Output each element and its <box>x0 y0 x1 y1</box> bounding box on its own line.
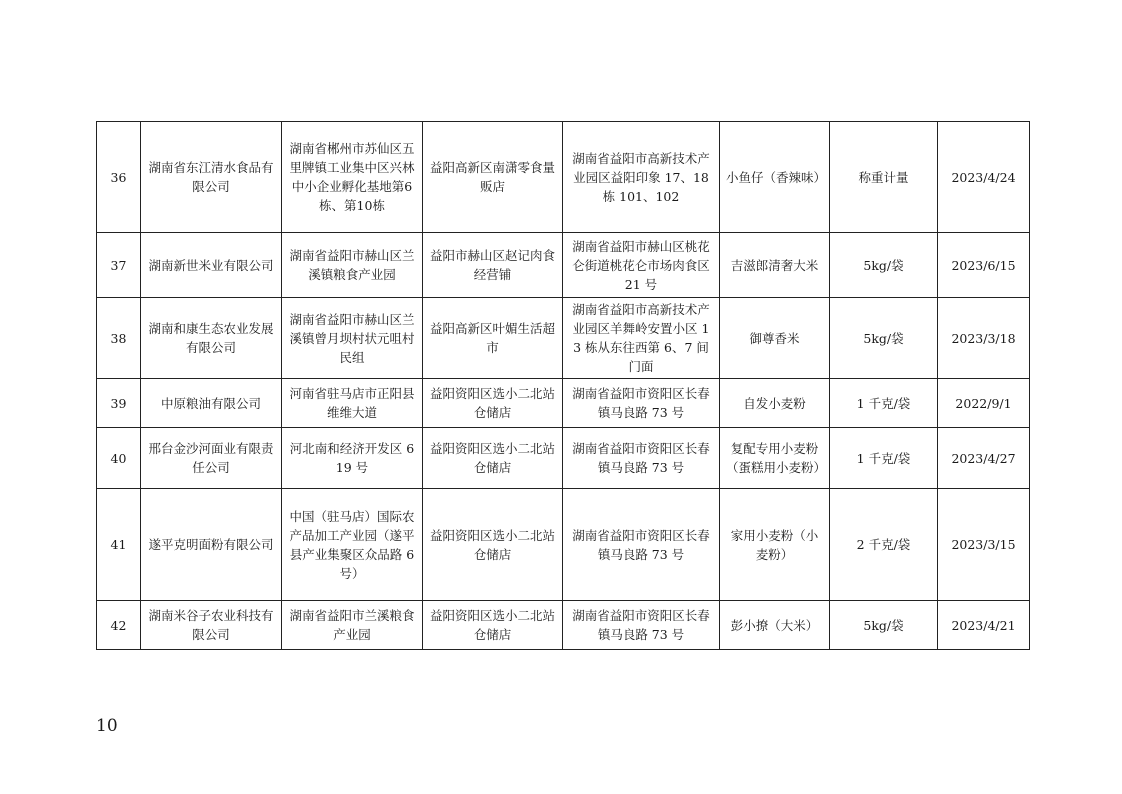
producer-address: 湖南省益阳市赫山区兰溪镇曾月坝村状元咀村民组 <box>282 298 423 379</box>
product-spec: 1 千克/袋 <box>830 379 938 428</box>
producer-name: 湖南米谷子农业科技有限公司 <box>141 601 282 650</box>
row-number: 41 <box>97 489 141 601</box>
table-row <box>97 379 1030 428</box>
table-row <box>97 233 1030 298</box>
product-name: 吉滋郎清奢大米 <box>720 233 830 298</box>
seller-name: 益阳资阳区选小二北站仓储店 <box>423 428 563 489</box>
producer-name: 湖南省东江清水食品有限公司 <box>141 122 282 233</box>
product-spec: 2 千克/袋 <box>830 489 938 601</box>
table-row <box>97 489 1030 601</box>
product-name: 家用小麦粉（小麦粉） <box>720 489 830 601</box>
product-name: 御尊香米 <box>720 298 830 379</box>
producer-address: 湖南省郴州市苏仙区五里牌镇工业集中区兴林中小企业孵化基地第6栋、第10栋 <box>282 122 423 233</box>
product-spec: 5kg/袋 <box>830 298 938 379</box>
product-name: 复配专用小麦粉（蛋糕用小麦粉） <box>720 428 830 489</box>
row-number: 37 <box>97 233 141 298</box>
production-date: 2023/4/27 <box>938 428 1030 489</box>
seller-address: 湖南省益阳市资阳区长春镇马良路 73 号 <box>563 379 720 428</box>
producer-name: 中原粮油有限公司 <box>141 379 282 428</box>
production-date: 2023/4/24 <box>938 122 1030 233</box>
product-name: 彭小撩（大米） <box>720 601 830 650</box>
records-table <box>96 121 1030 650</box>
product-spec: 称重计量 <box>830 122 938 233</box>
page-number: 10 <box>96 716 118 736</box>
producer-address: 湖南省益阳市兰溪粮食产业园 <box>282 601 423 650</box>
row-number: 36 <box>97 122 141 233</box>
production-date: 2023/6/15 <box>938 233 1030 298</box>
product-spec: 5kg/袋 <box>830 601 938 650</box>
producer-name: 邢台金沙河面业有限责任公司 <box>141 428 282 489</box>
production-date: 2023/4/21 <box>938 601 1030 650</box>
product-name: 自发小麦粉 <box>720 379 830 428</box>
seller-address: 湖南省益阳市资阳区长春镇马良路 73 号 <box>563 601 720 650</box>
production-date: 2023/3/18 <box>938 298 1030 379</box>
seller-address: 湖南省益阳市高新技术产业园区羊舞岭安置小区 13 栋从东往西第 6、7 间门面 <box>563 298 720 379</box>
row-number: 42 <box>97 601 141 650</box>
producer-name: 湖南和康生态农业发展有限公司 <box>141 298 282 379</box>
seller-name: 益阳高新区南潇零食量贩店 <box>423 122 563 233</box>
producer-address: 中国（驻马店）国际农产品加工产业园（遂平县产业集聚区众品路 6 号） <box>282 489 423 601</box>
table-row <box>97 428 1030 489</box>
seller-name: 益阳资阳区选小二北站仓储店 <box>423 379 563 428</box>
table-row <box>97 601 1030 650</box>
seller-name: 益阳高新区叶媚生活超市 <box>423 298 563 379</box>
producer-address: 河南省驻马店市正阳县维维大道 <box>282 379 423 428</box>
seller-address: 湖南省益阳市资阳区长春镇马良路 73 号 <box>563 489 720 601</box>
table-row <box>97 122 1030 233</box>
product-spec: 5kg/袋 <box>830 233 938 298</box>
table-row <box>97 298 1030 379</box>
production-date: 2022/9/1 <box>938 379 1030 428</box>
seller-address: 湖南省益阳市高新技术产业园区益阳印象 17、18 栋 101、102 <box>563 122 720 233</box>
seller-address: 湖南省益阳市资阳区长春镇马良路 73 号 <box>563 428 720 489</box>
seller-name: 益阳市赫山区赵记肉食经营铺 <box>423 233 563 298</box>
seller-name: 益阳资阳区选小二北站仓储店 <box>423 601 563 650</box>
seller-name: 益阳资阳区选小二北站仓储店 <box>423 489 563 601</box>
row-number: 40 <box>97 428 141 489</box>
product-name: 小鱼仔（香辣味） <box>720 122 830 233</box>
producer-address: 湖南省益阳市赫山区兰溪镇粮食产业园 <box>282 233 423 298</box>
producer-name: 湖南新世米业有限公司 <box>141 233 282 298</box>
product-spec: 1 千克/袋 <box>830 428 938 489</box>
producer-name: 遂平克明面粉有限公司 <box>141 489 282 601</box>
seller-address: 湖南省益阳市赫山区桃花仑街道桃花仑市场肉食区 21 号 <box>563 233 720 298</box>
production-date: 2023/3/15 <box>938 489 1030 601</box>
row-number: 39 <box>97 379 141 428</box>
producer-address: 河北南和经济开发区 619 号 <box>282 428 423 489</box>
row-number: 38 <box>97 298 141 379</box>
